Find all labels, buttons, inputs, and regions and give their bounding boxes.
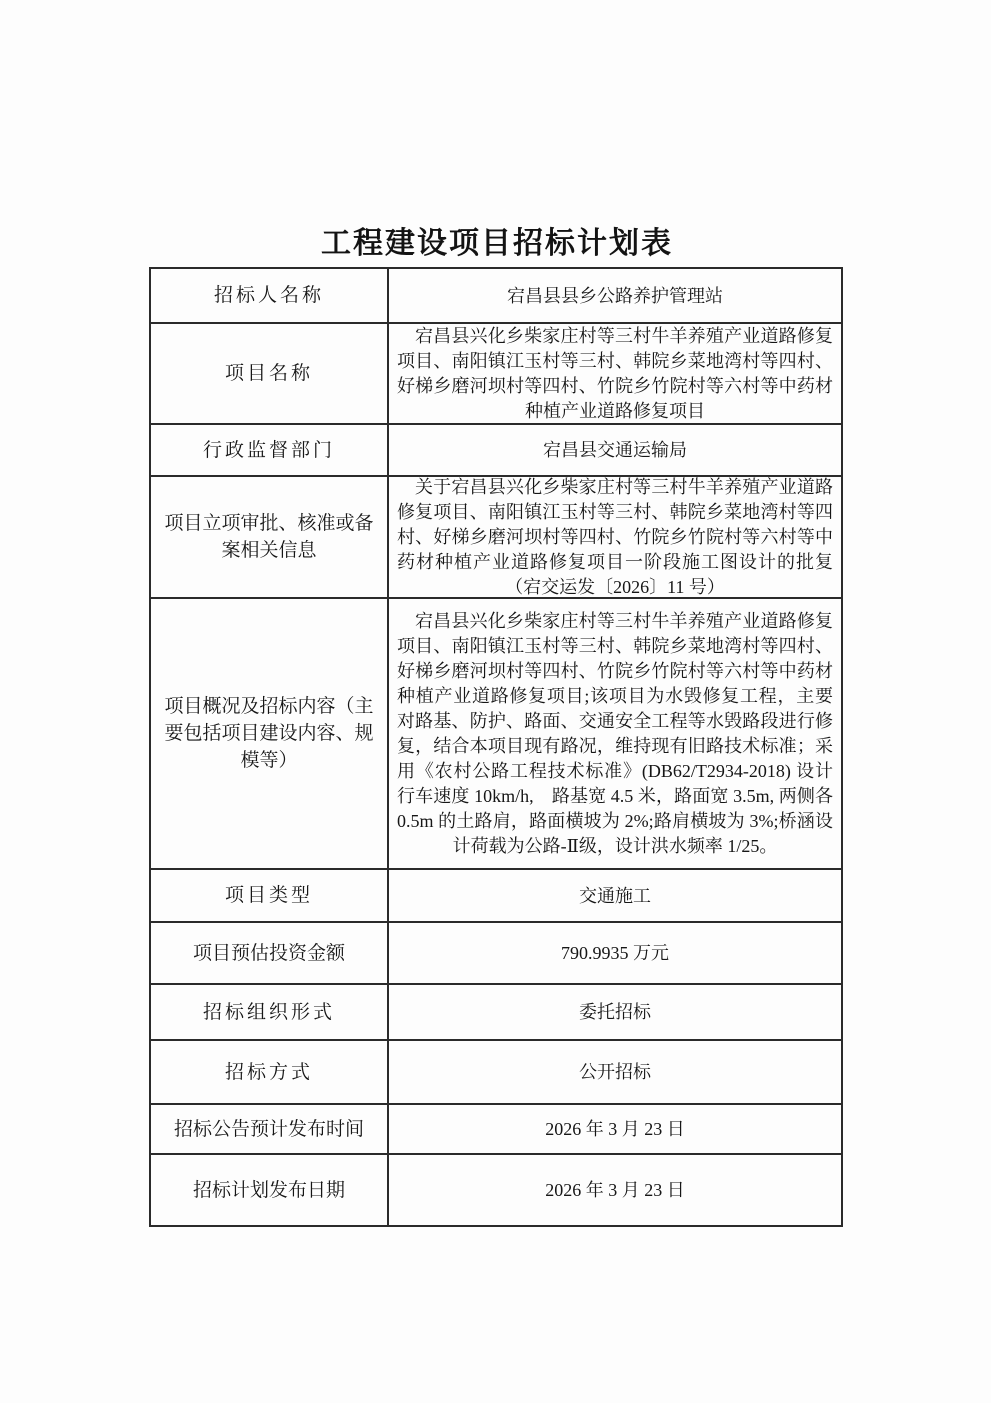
row-label-bid-method: 招标方式 (151, 1041, 389, 1103)
row-label-project-overview: 项目概况及招标内容（主要包括项目建设内容、规模等） (151, 599, 389, 868)
table-row-announcement-expected-date (151, 1105, 841, 1155)
table-row-estimated-investment (151, 923, 841, 985)
row-value-project-type: 交通施工 (579, 885, 651, 906)
table-row-plan-publish-date (151, 1155, 841, 1225)
table-row-admin-supervision-dept (151, 425, 841, 477)
table-row-bidder-name (151, 269, 841, 324)
table-row-project-type (151, 870, 841, 923)
page-title: 工程建设项目招标计划表 (321, 227, 673, 260)
row-value-admin-supervision-dept: 宕昌县交通运输局 (543, 440, 687, 460)
row-value-estimated-investment: 790.9935 万元 (561, 943, 669, 963)
row-label-bid-organization-form: 招标组织形式 (151, 985, 389, 1039)
row-value-project-overview: 宕昌县兴化乡柴家庄村等三村牛羊养殖产业道路修复项目、南阳镇江玉村等三村、韩院乡菜地湾村等四村、好梯乡磨河坝村等四村、竹院乡竹院村等六村等中药材种植产业道路修复项目;该项目为水毁修复工程，主要对路基、防护、路面、交通安全工程等水毁路段进行修复，结合本项目现有路况，维持现有旧路技术标准；采用《农村公路工程技术标准》(DB62/T2934-2018) 设计行车速度 10km/h, 路基宽 4.5 米，路面宽 3.5m, 两侧各 0.5m 的土路肩，路面横坡为 2%;路肩横坡为 3%;桥涵设计荷载为公路-Ⅱ级，设计洪水频率 1/25。 (397, 610, 833, 856)
row-label-announcement-expected-date: 招标公告预计发布时间 (151, 1105, 389, 1153)
row-label-plan-publish-date: 招标计划发布日期 (151, 1155, 389, 1225)
row-label-admin-supervision-dept: 行政监督部门 (151, 425, 389, 475)
row-value-bidder-name: 宕昌县县乡公路养护管理站 (507, 285, 723, 306)
row-label-bidder-name: 招标人名称 (151, 269, 389, 322)
row-value-announcement-expected-date: 2026 年 3 月 23 日 (545, 1119, 685, 1139)
row-value-plan-publish-date: 2026 年 3 月 23 日 (545, 1180, 685, 1200)
row-label-project-type: 项目类型 (151, 870, 389, 921)
table-row-approval-info (151, 477, 841, 599)
row-value-bid-method: 公开招标 (579, 1062, 651, 1082)
row-label-approval-info: 项目立项审批、核准或备案相关信息 (151, 477, 389, 597)
row-value-bid-organization-form: 委托招标 (579, 1002, 651, 1022)
table-row-project-name (151, 324, 841, 425)
row-label-estimated-investment: 项目预估投资金额 (151, 923, 389, 983)
bidding-plan-table (149, 267, 843, 1227)
row-label-project-name: 项目名称 (151, 324, 389, 423)
row-value-project-name: 宕昌县兴化乡柴家庄村等三村牛羊养殖产业道路修复项目、南阳镇江玉村等三村、韩院乡菜地湾村等四村、好梯乡磨河坝村等四村、竹院乡竹院村等六村等中药材种植产业道路修复项目 (397, 325, 833, 421)
table-row-bid-organization-form (151, 985, 841, 1041)
table-row-bid-method (151, 1041, 841, 1105)
row-value-approval-info: 关于宕昌县兴化乡柴家庄村等三村牛羊养殖产业道路修复项目、南阳镇江玉村等三村、韩院乡菜地湾村等四村、好梯乡磨河坝村等四村、竹院乡竹院村等六村等中药材种植产业道路修复项目一阶段施工图设计的批复（宕交运发〔2026〕11 号） (397, 476, 833, 597)
table-row-project-overview (151, 599, 841, 870)
